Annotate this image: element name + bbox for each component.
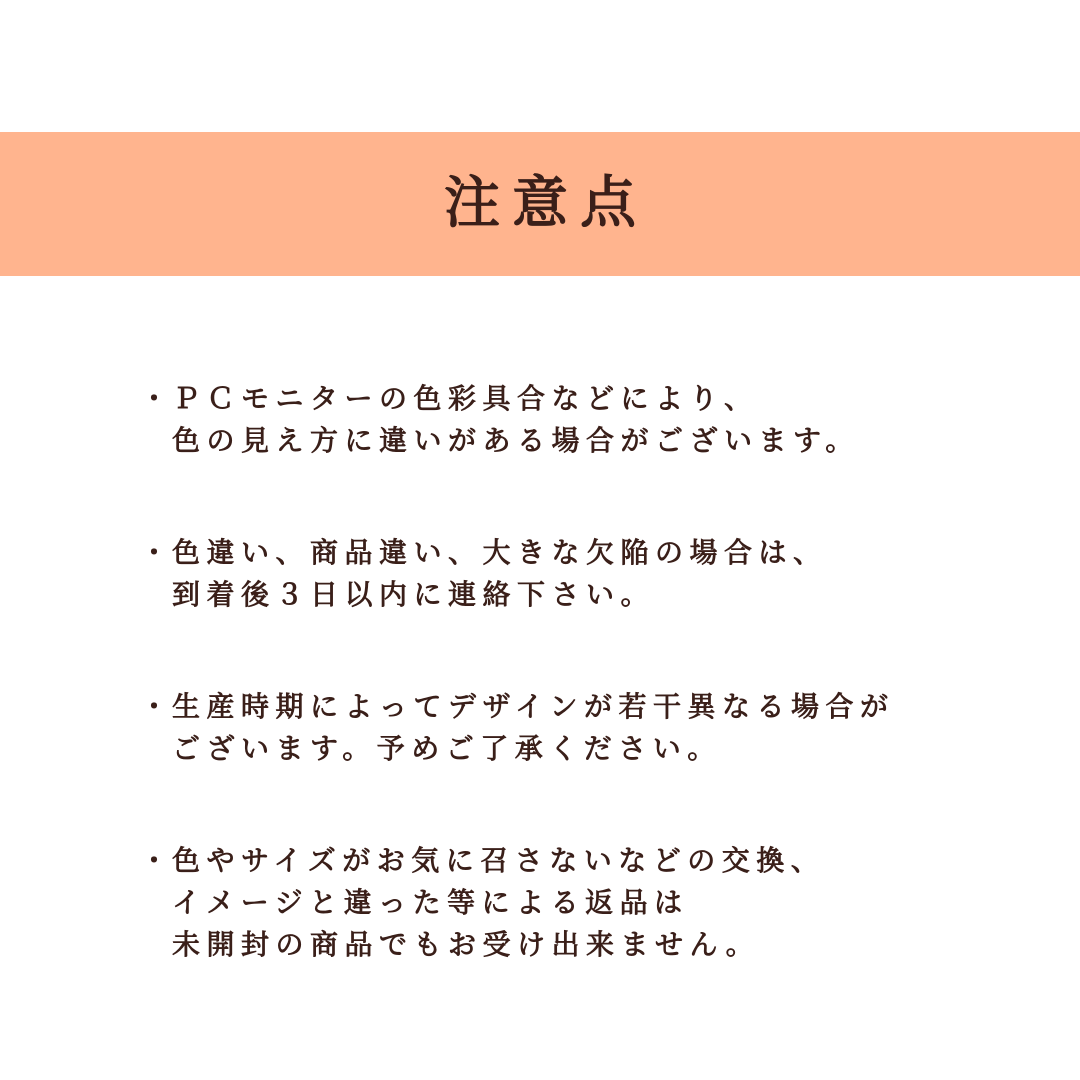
notice-item-defects <box>140 532 1040 616</box>
notice-item-color-display <box>140 378 1040 462</box>
notice-line: 色やサイズがお気に召さないなどの交換、 <box>172 844 826 877</box>
notice-text <box>172 532 828 616</box>
notice-item-design-variation <box>140 686 1040 770</box>
notice-line: 到着後３日以内に連絡下さい。 <box>172 578 656 611</box>
notice-line: 生産時期によってデザインが若干異なる場合が <box>172 690 895 723</box>
notice-line: 未開封の商品でもお受け出来ません。 <box>172 928 761 961</box>
notice-line: イメージと違った等による返品は <box>172 886 689 919</box>
bullet: ・ <box>140 536 169 569</box>
notice-text <box>172 840 825 966</box>
header-band <box>0 132 1080 276</box>
notice-line: 色の見え方に違いがある場合がございます。 <box>172 424 860 457</box>
notice-line: ＰＣモニターの色彩具合などにより、 <box>172 382 759 415</box>
notice-text <box>172 378 860 462</box>
notice-text <box>172 686 895 770</box>
bullet: ・ <box>140 844 169 877</box>
notice-line: ございます。予めご了承ください。 <box>172 732 722 765</box>
bullet: ・ <box>140 382 169 415</box>
notice-list <box>140 378 1040 966</box>
page-title: 注意点 <box>444 171 648 236</box>
notice-line: 色違い、商品違い、大きな欠陥の場合は、 <box>172 536 828 569</box>
notice-item-returns <box>140 840 1040 966</box>
bullet: ・ <box>140 690 169 723</box>
